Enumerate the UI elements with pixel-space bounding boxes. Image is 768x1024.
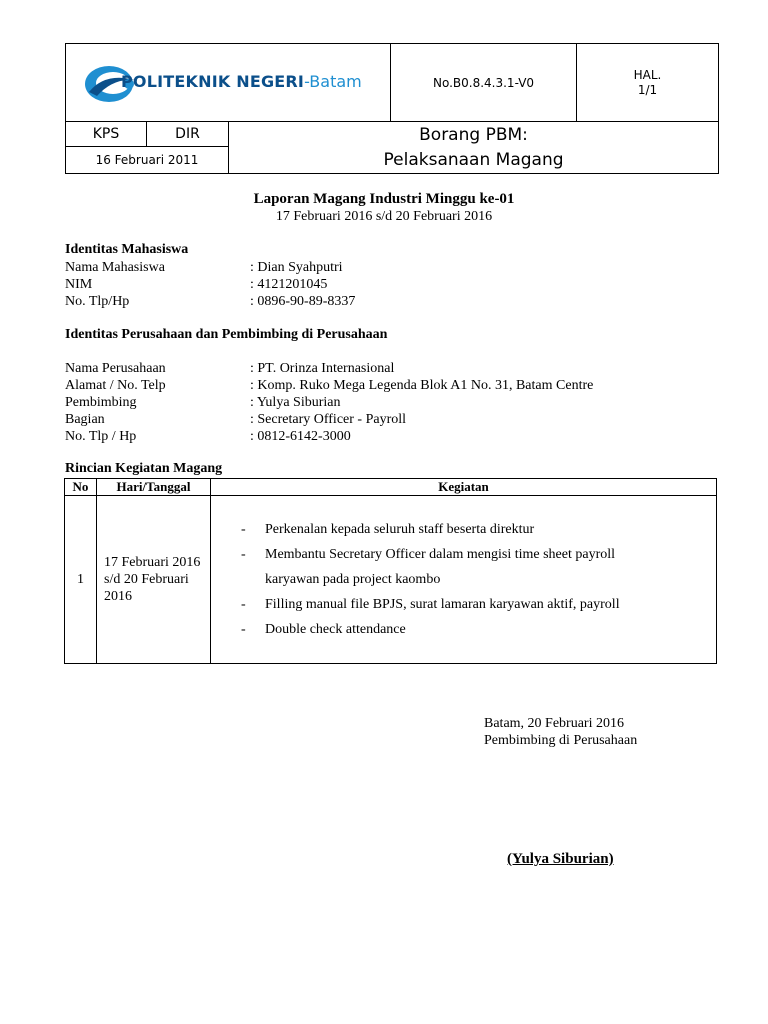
company-section-title: Identitas Perusahaan dan Pembimbing di Perusahaan — [65, 327, 388, 342]
field-label: NIM — [65, 277, 93, 292]
form-title-line1: Borang PBM: — [419, 124, 528, 145]
field-label: Nama Perusahaan — [65, 361, 166, 376]
list-item: - Double check attendance — [241, 617, 716, 642]
signature-role: Pembimbing di Perusahaan — [484, 733, 638, 748]
signature-place-date: Batam, 20 Februari 2016 — [484, 716, 624, 731]
company-field — [65, 411, 406, 428]
field-value: : Komp. Ruko Mega Legenda Blok A1 No. 31, Batam Centre — [250, 378, 594, 393]
student-field — [65, 276, 327, 293]
company-field — [65, 360, 394, 377]
field-label: Pembimbing — [65, 395, 137, 410]
activity-list — [211, 517, 716, 642]
dir-label: DIR — [147, 122, 229, 147]
col-header-no: No — [65, 479, 97, 496]
row-number: 1 — [65, 496, 97, 664]
row-activities — [211, 496, 717, 664]
field-label: Bagian — [65, 412, 105, 427]
col-header-activity: Kegiatan — [211, 479, 717, 496]
company-field — [65, 394, 340, 411]
institution-name: POLITEKNIK NEGERI — [121, 72, 305, 91]
company-field — [65, 428, 351, 445]
form-title — [229, 122, 719, 174]
list-item: - Membantu Secretary Officer dalam mengisi time sheet payroll karyawan pada project kaombo — [241, 542, 665, 592]
field-label: Nama Mahasiswa — [65, 260, 165, 275]
field-value: : PT. Orinza Internasional — [250, 361, 395, 376]
signature-name: (Yulya Siburian) — [507, 851, 614, 867]
list-item: - Filling manual file BPJS, surat lamaran karyawan aktif, payroll — [241, 592, 716, 617]
row-date: 17 Februari 2016 s/d 20 Februari 2016 — [97, 496, 211, 664]
list-item: - Perkenalan kepada seluruh staff beserta direktur — [241, 517, 716, 542]
company-field — [65, 377, 593, 394]
table-header-row — [65, 479, 717, 496]
student-field — [65, 259, 343, 276]
field-label: Alamat / No. Telp — [65, 378, 166, 393]
field-value: : 0896-90-89-8337 — [250, 294, 356, 309]
student-section-title: Identitas Mahasiswa — [65, 242, 189, 257]
student-field — [65, 293, 355, 310]
form-date: 16 Februari 2011 — [66, 147, 229, 174]
field-value: : 4121201045 — [250, 277, 328, 292]
table-row — [65, 496, 717, 664]
field-value: : 0812-6142-3000 — [250, 429, 351, 444]
header-table — [65, 43, 719, 174]
report-title: Laporan Magang Industri Minggu ke-01 — [253, 191, 515, 207]
activities-table — [64, 478, 717, 664]
logo-cell: POLITEKNIK NEGERI-Batam — [66, 44, 391, 122]
field-label: No. Tlp/Hp — [65, 294, 130, 309]
form-title-line2: Pelaksanaan Magang — [383, 149, 564, 170]
field-value: : Dian Syahputri — [250, 260, 343, 275]
kps-label: KPS — [66, 122, 147, 147]
page-indicator — [577, 44, 719, 122]
activities-section-title: Rincian Kegiatan Magang — [65, 461, 223, 476]
field-value: : Secretary Officer - Payroll — [250, 412, 407, 427]
field-label: No. Tlp / Hp — [65, 429, 137, 444]
page-label: HAL. — [633, 67, 662, 82]
col-header-date: Hari/Tanggal — [97, 479, 211, 496]
doc-number: No.B0.8.4.3.1-V0 — [391, 44, 577, 122]
report-period: 17 Februari 2016 s/d 20 Februari 2016 — [275, 209, 493, 224]
campus-name: Batam — [309, 72, 362, 91]
page-value: 1/1 — [637, 82, 658, 97]
field-value: : Yulya Siburian — [250, 395, 341, 410]
